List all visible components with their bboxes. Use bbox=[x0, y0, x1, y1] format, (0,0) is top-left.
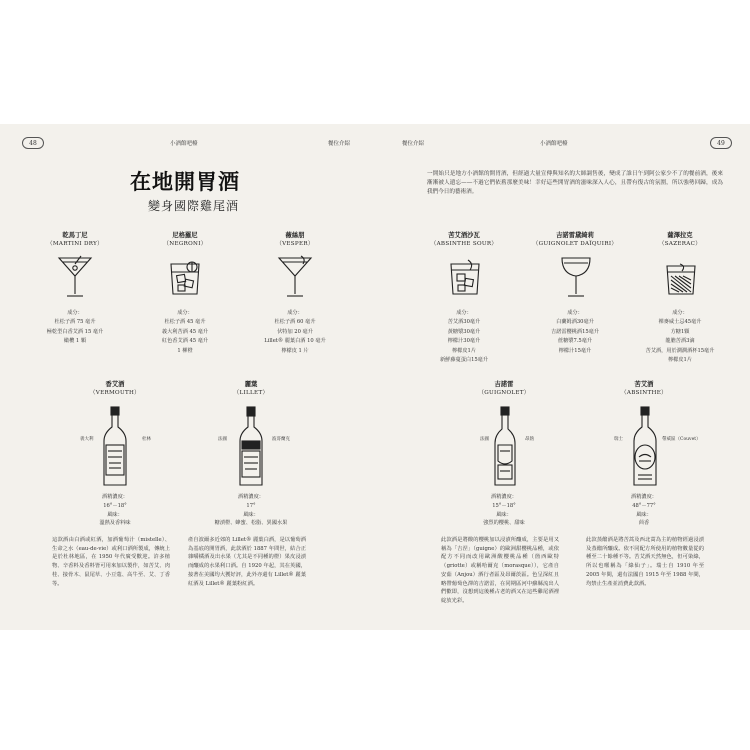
ingredient-line: 紅色香艾酒 45 毫升 bbox=[161, 338, 209, 345]
spirit-region-label: 杜林 bbox=[142, 437, 151, 442]
ingredient-line: 檸檬汁15毫升 bbox=[558, 347, 592, 354]
absinthe-bottle-icon bbox=[630, 405, 660, 489]
left-section-label: 餐位介紹 bbox=[328, 141, 351, 147]
flavor-label: 風味： bbox=[636, 511, 652, 518]
ingredient-line: 黃糖漿30毫升 bbox=[447, 328, 481, 335]
rocks-glass-icon bbox=[168, 258, 202, 298]
sazerac-glass-icon bbox=[664, 262, 698, 298]
flavor-value: 溫熱及香料味 bbox=[99, 520, 131, 527]
martini-glass-icon bbox=[55, 254, 95, 300]
martini-glass-icon bbox=[275, 254, 315, 300]
spirit-name: 吉諾雷 bbox=[494, 381, 514, 388]
right-section-label: 餐位介紹 bbox=[402, 141, 425, 147]
spirit-info bbox=[449, 493, 559, 528]
abv-label: 酒精濃度： bbox=[238, 494, 264, 500]
cocktail-title bbox=[130, 231, 240, 249]
ingredient-line: 龍膽苦酒3滴 bbox=[665, 338, 695, 345]
lillet-bottle-icon bbox=[236, 405, 266, 489]
cocktail-english-name: （ABSINTHE SOUR） bbox=[430, 241, 498, 247]
spirit-english-name: （ABSINTHE） bbox=[621, 390, 667, 396]
abv-value: 17° bbox=[246, 502, 256, 509]
spirit-title bbox=[60, 380, 170, 398]
intro-paragraph: 一開始只是地方小酒館的開胃酒，但經過大量宣傳與知名的大師調售後，變成了誰日午到阿公家少不了的餐前酒，後來漸漸被人遺忘——不過它們依舊那麼美味！幸好這些開胃酒的滋味深入人心，且帶有復古的氛圍，所以強勢回歸，成為我們今日的藝術酒。 bbox=[427, 171, 723, 195]
ingredient-line: 白蘭姆酒30毫升 bbox=[556, 319, 594, 326]
flavor-label: 風味： bbox=[243, 511, 259, 518]
ingredient-line: 檸檬皮1片 bbox=[451, 347, 477, 354]
spirit-name: 麗葉 bbox=[244, 381, 258, 388]
cocktail-english-name: （MARTINI DRY） bbox=[46, 241, 103, 247]
cocktail-title bbox=[240, 231, 350, 249]
ingredient-list bbox=[625, 309, 735, 365]
ingredient-list bbox=[20, 309, 130, 347]
abv-label: 酒精濃度： bbox=[631, 494, 657, 500]
ingredient-heading: 成分： bbox=[67, 310, 83, 316]
cocktail-english-name: （VESPER） bbox=[276, 241, 314, 247]
ingredient-list bbox=[520, 309, 630, 356]
ingredient-line: 新鮮藤蔓蛋白15毫升 bbox=[439, 357, 489, 364]
ingredient-list bbox=[240, 309, 350, 356]
ingredient-line: 裸麥威士忌45毫升 bbox=[658, 319, 702, 326]
page-title: 在地開胃酒 bbox=[130, 170, 240, 194]
spirit-country-label: 法國 bbox=[218, 437, 227, 442]
ingredient-line: 蔗糖漿7.5毫升 bbox=[557, 338, 593, 345]
spirit-description: 這款酒由白酒或紅酒，加酒葡萄汁（mistelle）、生命之水（eau-de-vie）或利口酒所製成，傳統上是於杜林地區，在 1950 年代廣受歡迎。許多植物、辛香料及香料皆可用來加以製作，如苦艾、肉桂、接骨木、鼠尾草、小豆蔻、高牛至、艾、丁香等。 bbox=[52, 537, 170, 587]
spirit-info bbox=[196, 493, 306, 528]
cocktail-name: 薇絲朋 bbox=[285, 232, 305, 239]
spirit-name: 苦艾酒 bbox=[634, 381, 654, 388]
guignolet-bottle-icon bbox=[490, 405, 520, 489]
spirit-name: 香艾酒 bbox=[105, 381, 125, 388]
flavor-label: 風味： bbox=[496, 511, 512, 518]
flavor-label: 風味： bbox=[107, 511, 123, 518]
abv-label: 酒精濃度： bbox=[491, 494, 517, 500]
spirit-title bbox=[196, 380, 306, 398]
cocktail-english-name: （SAZERAC） bbox=[658, 241, 702, 247]
spirit-english-name: （VERMOUTH） bbox=[89, 390, 141, 396]
cocktail-english-name: （GUIGNOLET DAÏQUIRI） bbox=[532, 241, 618, 247]
spirit-title bbox=[449, 380, 559, 398]
ingredient-line: 方糖1顆 bbox=[670, 328, 690, 335]
ingredient-line: 杜松子酒 60 毫升 bbox=[274, 319, 316, 326]
coupe-glass-icon bbox=[556, 254, 596, 300]
cocktail-title bbox=[625, 231, 735, 249]
ingredient-line: 杜松子酒 45 毫升 bbox=[164, 319, 206, 326]
spirit-region-label: 波哥蘭克 bbox=[272, 437, 290, 442]
ingredient-line: 1 柳橙 bbox=[177, 347, 193, 354]
spirit-region-label: 昂熱 bbox=[525, 437, 534, 442]
ingredient-list bbox=[409, 309, 519, 365]
left-running-title: 小酒館吧檯 bbox=[170, 141, 198, 147]
cocktail-title bbox=[409, 231, 519, 249]
ingredient-line: 伏特加 20 毫升 bbox=[277, 328, 313, 335]
cocktail-english-name: （NEGRONI） bbox=[163, 241, 207, 247]
flavor-value: 糖漬橙、蜂蜜、松脂、異國水果 bbox=[214, 520, 288, 527]
ingredient-line: 極乾型白香艾酒 15 毫升 bbox=[46, 328, 104, 335]
spirit-description: 此款蒸餾酒是將苦蒿及西北蒿為主的植物經過浸漬及蒸餾所釀成。依不同配方所使用的植物數量從的種至二十餘種不等。苦艾酒天然無色，但可染綠，所以也暱稱為「綠仙子」。瑞士自 1910 年至 2005 年間，還有法國自 1915 年至 1988 年間，均禁止生產並消費此款酒。 bbox=[586, 537, 704, 587]
ingredient-line: 杜松子酒 75 毫升 bbox=[54, 319, 96, 326]
spirit-description: 產自波爾多近郊的 Lillet® 麗葉白酒，是以葡萄酒為基底的開胃酒，此款酒於 1887 年問世，結合正雜嚼橘酒及出水果（尤其是不同種的橙）果皮浸漬而釀成的水果利口酒。自 1920 年起，其在英國，接著在美國均大獲好評，此外亦還有 Lillet® 麗葉紅酒及 Lillet® 麗葉粉紅酒。 bbox=[188, 537, 306, 587]
right-page-number: 49 bbox=[710, 137, 732, 149]
ingredient-heading: 成分： bbox=[177, 310, 193, 316]
cocktail-title bbox=[520, 231, 630, 249]
ingredient-line: 檸檬皮1片 bbox=[667, 357, 693, 364]
cocktail-name: 薩澤拉克 bbox=[667, 232, 693, 239]
ingredient-line: 義大利苦酒 45 毫升 bbox=[161, 328, 209, 335]
abv-value: 48°－77° bbox=[632, 502, 656, 509]
left-page-number: 48 bbox=[22, 137, 44, 149]
rocks-glass-icon bbox=[448, 258, 482, 298]
page-subtitle: 變身國際雞尾酒 bbox=[148, 199, 240, 213]
abv-value: 15°－18° bbox=[492, 502, 516, 509]
ingredient-heading: 成分： bbox=[672, 310, 688, 316]
flavor-value: 強烈的櫻桃、甜味 bbox=[483, 520, 525, 527]
ingredient-line: 苦艾酒，用於潤潤酒杯15毫升 bbox=[645, 347, 715, 354]
flavor-value: 茴香 bbox=[638, 520, 650, 527]
ingredient-line: Lillet® 麗葉白酒 10 毫升 bbox=[264, 338, 326, 345]
ingredient-heading: 成分： bbox=[567, 310, 583, 316]
spirit-english-name: （GUIGNOLET） bbox=[478, 390, 530, 396]
ingredient-list bbox=[130, 309, 240, 356]
cocktail-name: 吉諾雷黛綺莉 bbox=[556, 232, 594, 239]
spirit-info bbox=[589, 493, 699, 528]
ingredient-line: 苦艾酒30毫升 bbox=[447, 319, 481, 326]
cocktail-title bbox=[20, 231, 130, 249]
ingredient-line: 吉諾雷櫻桃酒15毫升 bbox=[550, 328, 600, 335]
spirit-title bbox=[589, 380, 699, 398]
spirit-english-name: （LILLET） bbox=[233, 390, 269, 396]
spirit-region-label: 帶威區（Couvet） bbox=[662, 437, 701, 442]
spirit-country-label: 法國 bbox=[480, 437, 489, 442]
abv-value: 16°－18° bbox=[103, 502, 127, 509]
ingredient-line: 橄欖 1 顆 bbox=[63, 338, 87, 345]
spirit-description: 此款酒是將酸的櫻桃加以浸漬所釀成，主要是用又稱為「吉涅」（guigne）的歐洲甜櫻桃品種，或依配方不同而改用歐洲酸櫻桃品種（箇西歐特（griotte）或稱哈爾克（morasque）），它產自安茹（Anjou）酒行者區及昂爾茨區。色呈深紅且略帶葡萄色澤的吉諾雷，在同期區河中蘇縣流出人們歡即，沒想到這後種占老的酒又在這些雞尾酒裡綻放光彩。 bbox=[441, 537, 559, 604]
ingredient-heading: 成分： bbox=[456, 310, 472, 316]
cocktail-name: 乾馬丁尼 bbox=[62, 232, 88, 239]
cocktail-name: 尼格羅尼 bbox=[172, 232, 198, 239]
spirit-country-label: 義大利 bbox=[80, 437, 94, 442]
spirit-info bbox=[60, 493, 170, 528]
cocktail-name: 苦艾酒沙瓦 bbox=[448, 232, 480, 239]
ingredient-line: 檸檬皮 1 片 bbox=[281, 347, 309, 354]
ingredient-heading: 成分： bbox=[287, 310, 303, 316]
spirit-country-label: 瑞士 bbox=[614, 437, 623, 442]
vermouth-bottle-icon bbox=[100, 405, 130, 489]
ingredient-line: 檸檬汁30毫升 bbox=[447, 338, 481, 345]
right-running-title: 小酒館吧檯 bbox=[540, 141, 568, 147]
abv-label: 酒精濃度： bbox=[102, 494, 128, 500]
